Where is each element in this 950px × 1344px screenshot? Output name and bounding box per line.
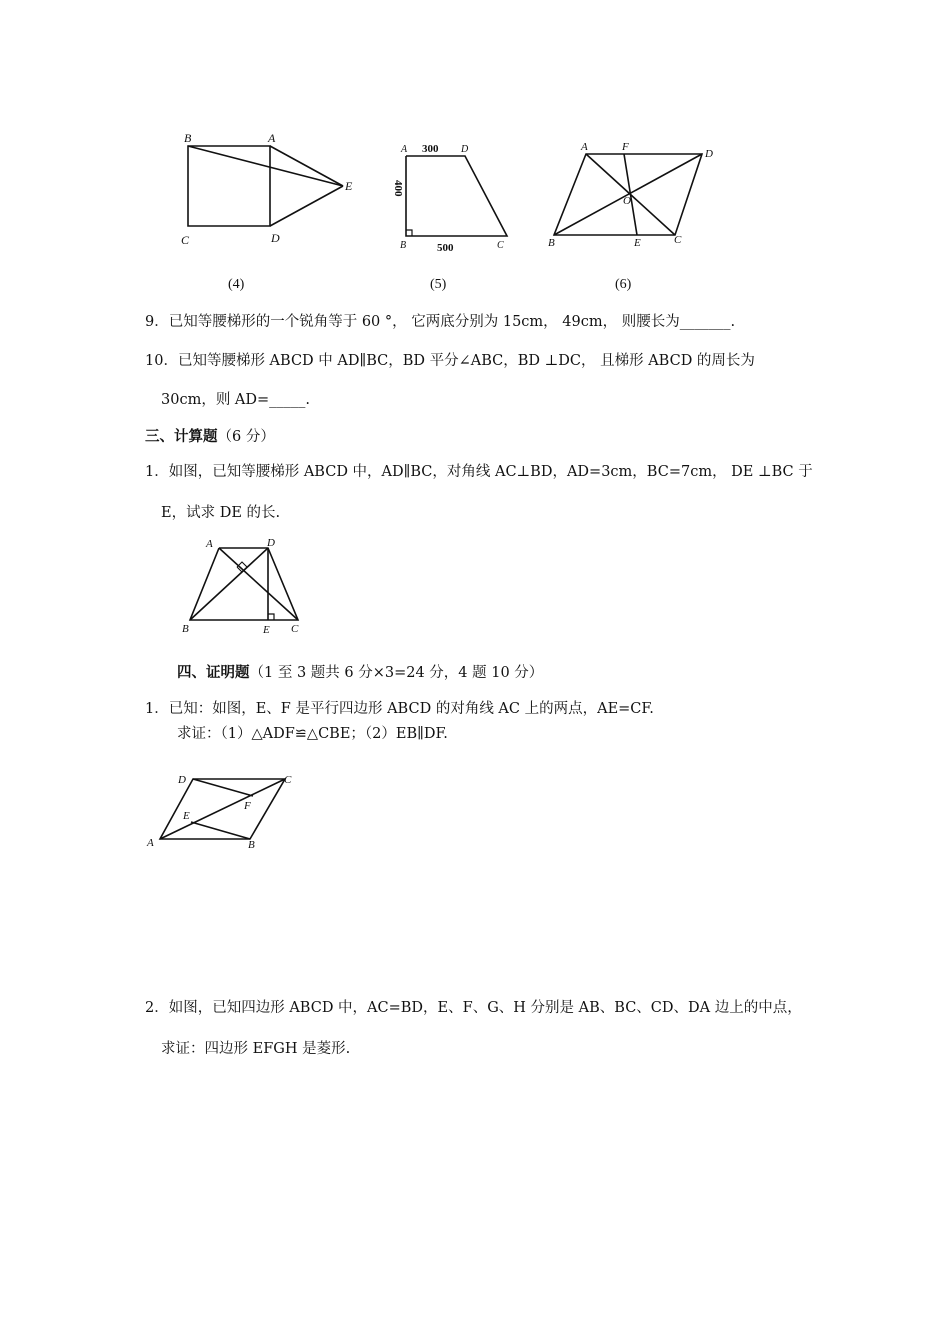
s3-diagonal-bd [190,548,268,620]
s4-label-a: A [147,837,154,849]
fig5-label-a: A [401,144,408,155]
s3-right-angle-e [268,614,274,620]
s3-right-angle-center [237,562,247,572]
fig4-label-b: B [184,131,192,145]
section-3-q1-line2: E，试求 DE 的长. [161,505,281,521]
section-3-q1-line1: 1．如图，已知等腰梯形 ABCD 中，AD∥BC，对角线 AC⊥BD，AD=3cm，BC=7cm， DE ⊥BC 于 [145,464,813,480]
fig4-segment-ae [270,146,343,186]
fig5-length-bottom: 500 [437,242,454,254]
fig5-length-top: 300 [422,143,439,155]
question-10-line2: 30cm，则 AD=_____. [161,392,311,408]
s4-label-c: C [284,774,292,786]
fig5-right-angle-mark [406,230,412,236]
s4-label-f: F [244,800,251,812]
figure-6 [540,138,730,256]
section-4-q2-line2: 求证：四边形 EFGH 是菱形. [161,1041,351,1057]
fig6-label-o: O [623,195,631,207]
s3-label-d: D [267,537,275,549]
section-4-q1-line2: 求证：（1）△ADF≌△CBE；（2）EB∥DF. [177,726,448,742]
s3-trapezoid [190,548,298,620]
section-3-title: 三、计算题 [145,428,218,445]
figure-5 [385,138,515,256]
section-4-title: 四、证明题 [177,664,250,681]
fig5-length-left: 400 [392,180,404,197]
s4-segment-eb [191,822,250,839]
section-4-score: （1 至 3 题共 6 分×3=24 分，4 题 10 分） [249,665,544,681]
fig6-label-e: E [634,237,641,249]
fig6-caption: (6) [615,277,632,292]
section-3-figure [172,534,312,639]
fig5-label-d: D [461,144,469,155]
s3-label-a: A [206,538,213,550]
s4-label-b: B [248,839,255,851]
fig4-square [188,146,270,226]
s3-diagonal-ac [219,548,298,620]
fig5-trapezoid [406,156,507,236]
fig6-label-c: C [674,234,682,246]
fig4-label-d: D [271,231,280,245]
s4-label-d: D [178,774,186,786]
fig6-label-a: A [581,141,588,153]
fig4-label-c: C [181,233,190,247]
fig6-label-d: D [705,148,713,160]
s3-label-e: E [263,624,270,636]
fig6-label-f: F [622,141,629,153]
section-4-heading [177,663,543,683]
section-4-q2-line1: 2．如图，已知四边形 ABCD 中，AC=BD，E、F、G、H 分别是 AB、BC、CD、DA 边上的中点， [145,1000,802,1016]
fig5-label-c: C [497,240,504,251]
fig4-label-e: E [345,179,353,193]
fig4-segment-de [270,186,343,226]
fig5-caption: (5) [430,277,447,292]
s4-label-e: E [183,810,190,822]
figure-4 [175,128,365,253]
fig4-label-a: A [268,131,276,145]
s3-label-c: C [291,623,299,635]
fig6-label-b: B [548,237,555,249]
section-3-heading [145,427,275,447]
question-10-line1: 10．已知等腰梯形 ABCD 中 AD∥BC，BD 平分∠ABC，BD ⊥DC， 且梯形 ABCD 的周长为 [145,353,755,369]
section-4-figure [140,766,310,856]
question-9: 9．已知等腰梯形的一个锐角等于 60 °， 它两底分别为 15cm， 49cm， 则腰长为_______. [145,314,736,330]
s4-segment-df [193,779,253,796]
fig4-caption: (4) [228,277,245,292]
section-3-score: （6 分） [217,429,275,445]
fig5-label-b: B [400,240,407,251]
section-4-q1-line1: 1．已知：如图，E、F 是平行四边形 ABCD 的对角线 AC 上的两点，AE=CF. [145,701,654,717]
s3-label-b: B [182,623,189,635]
fig4-segment-be [188,146,343,186]
